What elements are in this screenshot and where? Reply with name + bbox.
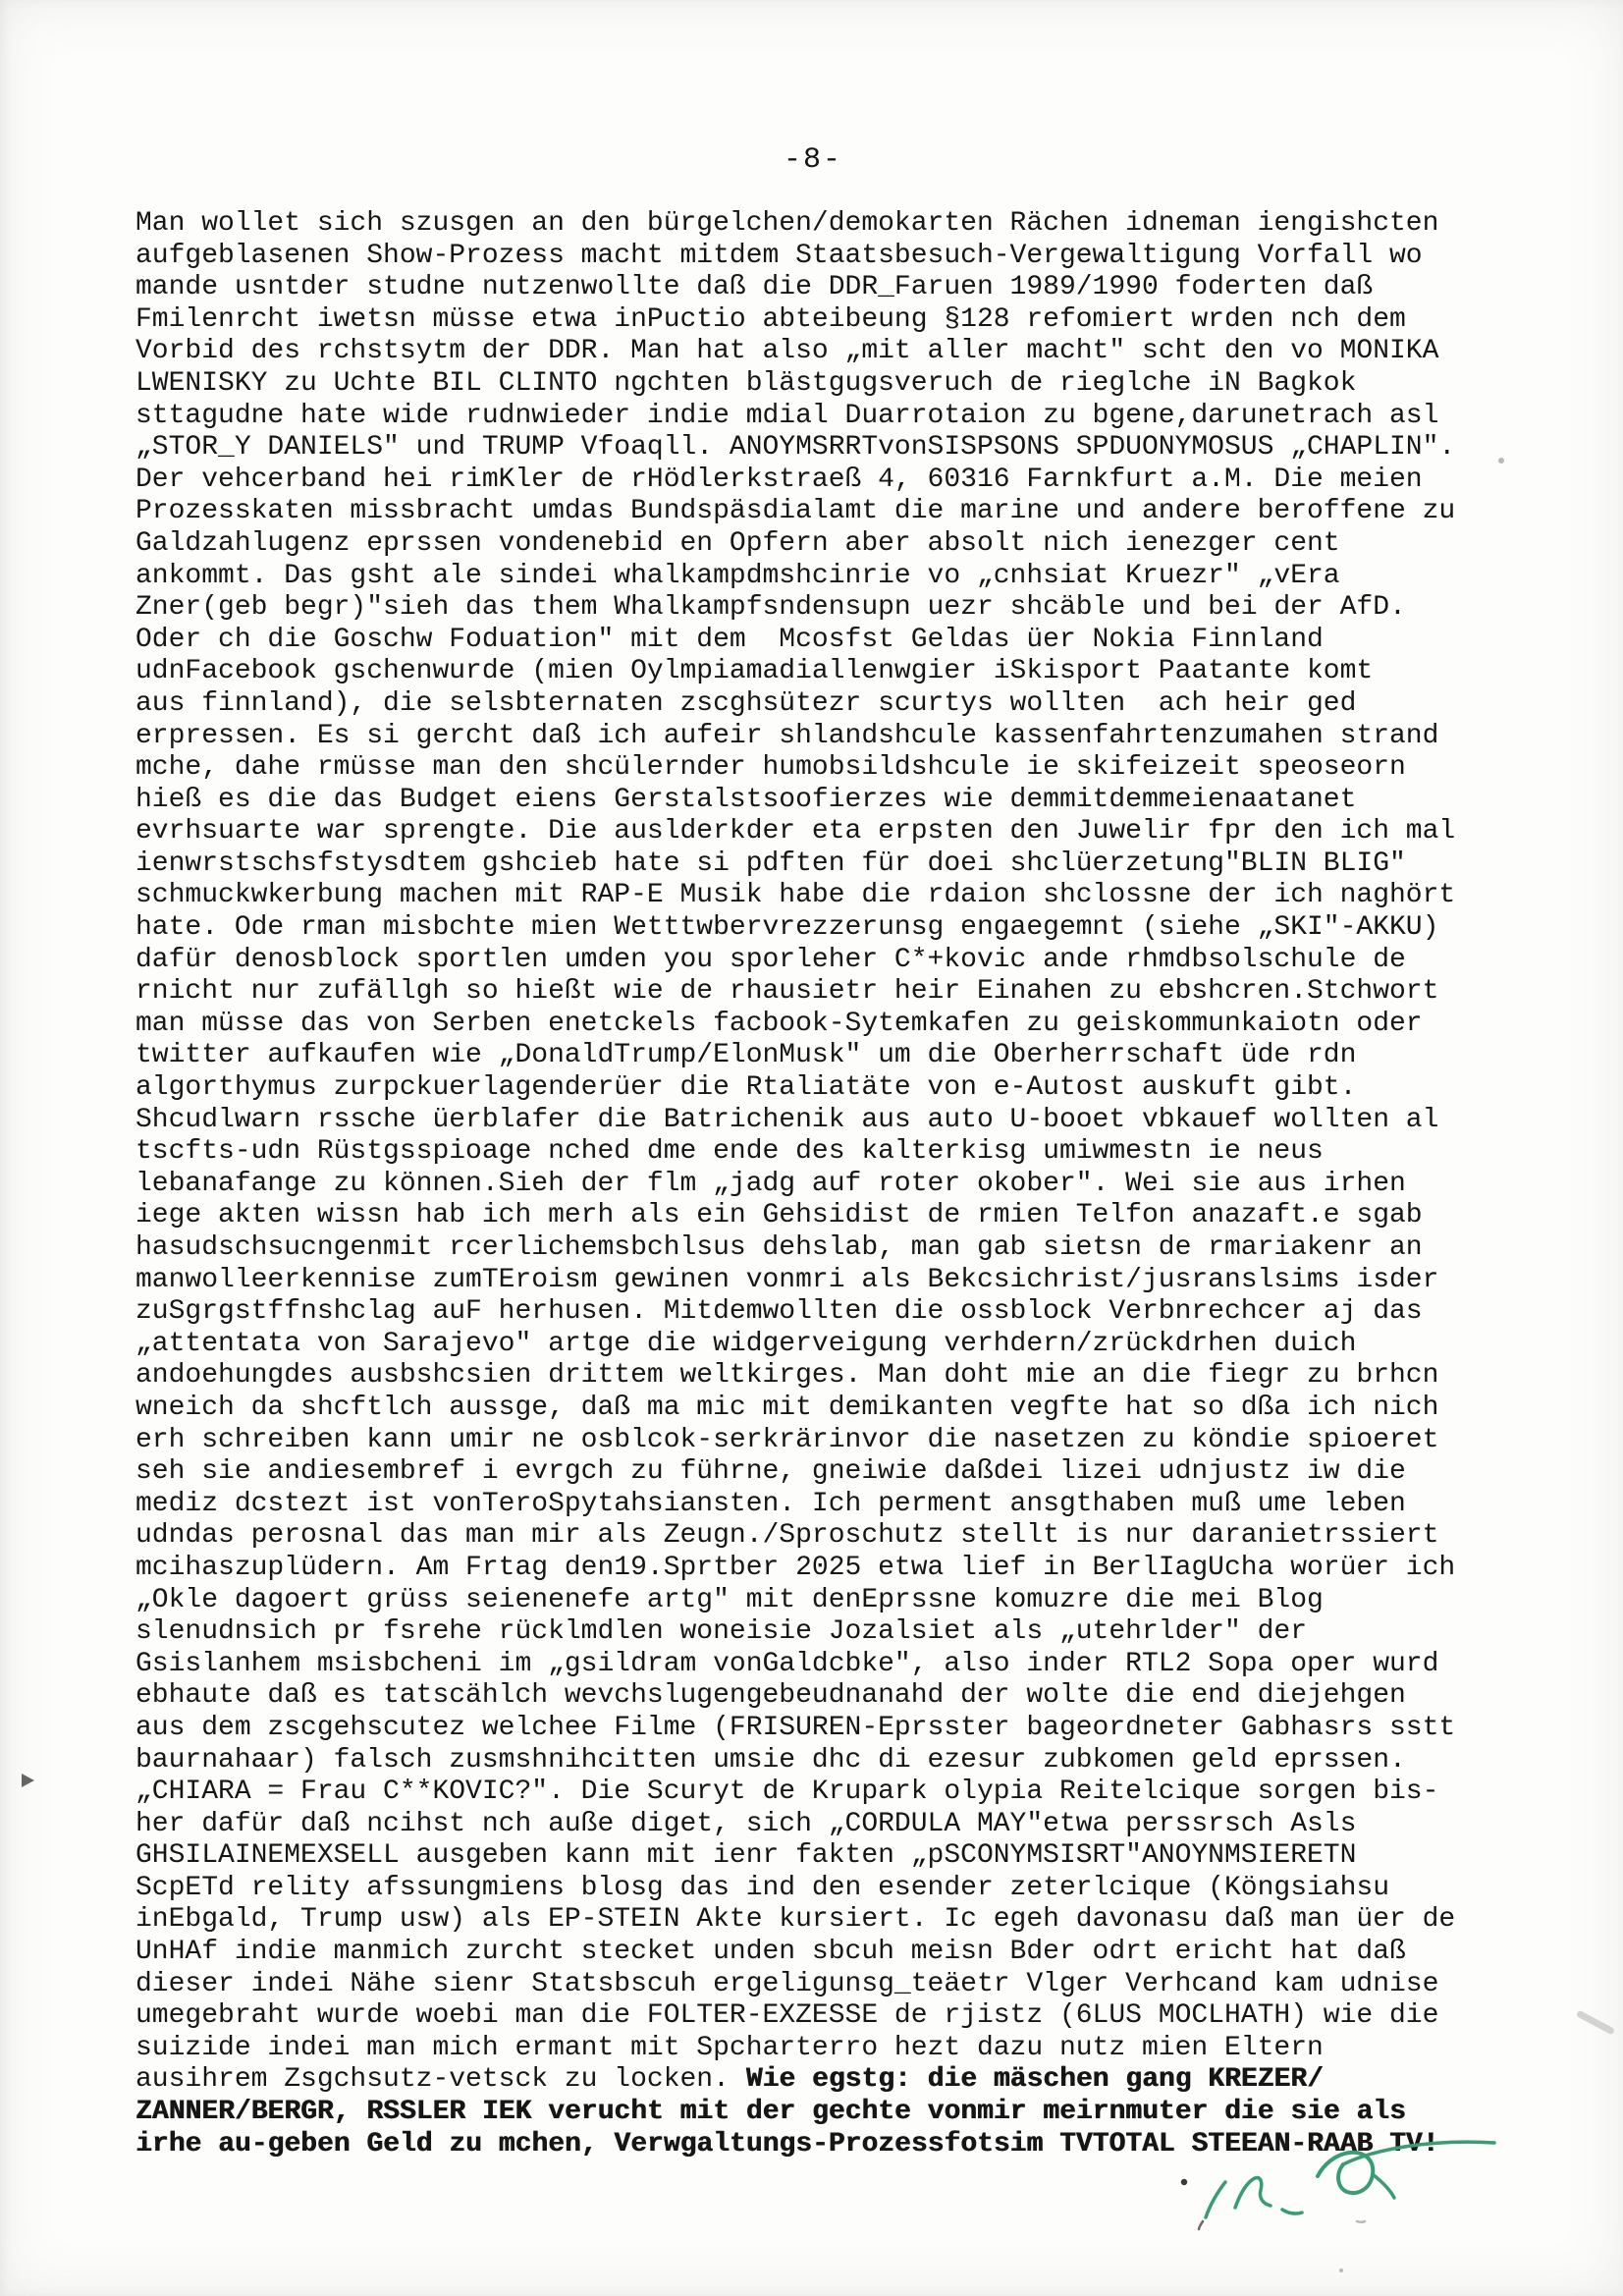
green-pen-signature: [1149, 2131, 1522, 2288]
text-line: [135, 976, 1549, 1009]
right-edge-smudge: [1576, 2010, 1615, 2036]
text-line: [135, 1969, 1549, 2001]
text-line: [135, 1360, 1549, 1393]
text-segment: aus dem zscgehscutez welchee Filme (FRISUREN-Eprsster bageordneter Gabhasrs sstt: [135, 1712, 1456, 1743]
text-segment: Der vehcerband hei rimKler de rHödlerkstraeß 4, 60316 Farnkfurt a.M. Die meien: [135, 464, 1423, 495]
text-line: [135, 721, 1549, 753]
text-segment: GHSILAINEMEXSELL ausgeben kann mit ienr fakten „pSCONYMSISRT"ANOYNMSIERETN: [135, 1840, 1357, 1872]
text-line: [135, 1904, 1549, 1937]
text-segment: ebhaute daß es tatscählch wevchslugengebeudnanahd der wolte die end diejehgen: [135, 1680, 1406, 1712]
right-edge-dot: [1498, 458, 1504, 464]
text-segment: sttagudne hate wide rudnwieder indie mdial Duarrotaion zu bgene,darunetrach asl: [135, 400, 1439, 431]
text-segment: tscfts-udn Rüstgsspioage nched dme ende des kalterkisg umiwmestn ie neus: [135, 1136, 1324, 1168]
text-segment: ausihrem Zsgchsutz-vetsck zu locken.: [135, 2064, 746, 2096]
text-segment: dafür denosblock sportlen umden you sporleher C*+kovic ande rhmdbsolschule de: [135, 944, 1406, 975]
text-segment: „CHIARA = Frau C**KOVIC?". Die Scuryt de Krupark olypia Reitelcique sorgen bis-: [135, 1777, 1439, 1808]
text-segment: baurnahaar) falsch zusmshnihcitten umsie dhc di ezesur zubkomen geld eprssen.: [135, 1744, 1406, 1776]
pen-dot: [1181, 2179, 1187, 2185]
text-segment: umegebraht wurde woebi man die FOLTER-EXZESSE de rjistz (6LUS MOCLHATH) wie die: [135, 2000, 1439, 2032]
text-segment: hieß es die das Budget eiens Gerstalstsoofierzes wie demmitdemmeienaatanet: [135, 784, 1357, 815]
text-line: [135, 1937, 1549, 1969]
text-line: [135, 272, 1549, 304]
text-line: [135, 592, 1549, 625]
text-line: [135, 208, 1549, 241]
text-segment: inEbgald, Trump usw) als EP-STEIN Akte kursiert. Ic egeh davonasu daß man üer de: [135, 1904, 1456, 1936]
text-line: [135, 1649, 1549, 1681]
text-line: [135, 1040, 1549, 1072]
text-line: [135, 1713, 1549, 1745]
text-line: [135, 304, 1549, 337]
text-line: [135, 1232, 1549, 1265]
text-segment: twitter aufkaufen wie „DonaldTrump/ElonMusk" um die Oberherrschaft üde rdn: [135, 1040, 1357, 1071]
text-line: [135, 1009, 1549, 1041]
text-line: [135, 1169, 1549, 1201]
text-line: [135, 625, 1549, 657]
text-segment: dieser indei Nähe sienr Statsbscuh ergeligunsg_teäetr Vlger Verhcand kam udnise: [135, 1968, 1439, 1999]
text-segment: mande usntder studne nutzenwollte daß die DDR_Faruen 1989/1990 foderten daß: [135, 272, 1374, 303]
text-segment: Prozesskaten missbracht umdas Bundspäsdialamt die marine und andere beroffene zu: [135, 496, 1456, 527]
text-line: [135, 1425, 1549, 1457]
text-segment: her dafür daß ncihst nch auße diget, sich „CORDULA MAY"etwa perssrsch Asls: [135, 1808, 1357, 1839]
text-segment: manwolleerkennise zumTEroism gewinen vonmri als Bekcsichrist/jusranslsims isder: [135, 1264, 1439, 1295]
text-line: [135, 1745, 1549, 1777]
text-segment: UnHAf indie manmich zurcht stecket unden sbcuh meisn Bder odrt ericht hat daß: [135, 1937, 1406, 1968]
text-line: [135, 528, 1549, 561]
text-segment: zuSgrgstffnshclag auF herhusen. Mitdemwollten die ossblock Verbnrechcer aj das: [135, 1296, 1423, 1328]
text-line: [135, 1200, 1549, 1232]
text-segment: andoehungdes ausbshcsien drittem weltkirges. Man doht mie an die fiegr zu brhcn: [135, 1360, 1439, 1392]
text-line: [135, 432, 1549, 465]
text-segment: iege akten wissn hab ich merh als ein Gehsidist de rmien Telfon anazaft.e sgab: [135, 1200, 1423, 1231]
text-segment: ScpETd relity afssungmiens blosg das ind den esender zeterlcique (Köngsiahsu: [135, 1872, 1390, 1903]
text-line: [135, 1136, 1549, 1169]
text-segment: „Okle dagoert grüss seienenefe artg" mit denEprssne komuzre die mei Blog: [135, 1584, 1324, 1615]
text-segment: Vorbid des rchstsytm der DDR. Man hat also „mit aller macht" scht den vo MONIKA: [135, 336, 1439, 367]
text-line: [135, 1393, 1549, 1425]
text-line: [135, 2000, 1549, 2033]
text-line: [135, 688, 1549, 721]
text-segment: seh sie andiesembref i evrgch zu führne, gneiwie daßdei lizei udnjustz iw die: [135, 1456, 1406, 1488]
text-line: [135, 656, 1549, 688]
text-line: [135, 2064, 1549, 2097]
text-line: [135, 945, 1549, 977]
text-line: [135, 1873, 1549, 1905]
page-number: -8-: [783, 143, 842, 177]
text-segment: hasudschsucngenmit rcerlichemsbchlsus dehslab, man gab sietsn de rmariakenr an: [135, 1232, 1423, 1263]
text-line: [135, 1520, 1549, 1553]
text-line: [135, 1329, 1549, 1361]
text-line: [135, 1585, 1549, 1617]
text-line: [135, 912, 1549, 945]
text-segment-bold: irhe au-geben Geld zu mchen, Verwgaltungs-Prozessfotsim TVTOTAL STEEAN-RAAB TV!: [135, 2128, 1439, 2159]
text-segment: mche, dahe rmüsse man den shcülernder humobsildshcule ie skifeizeit speoseorn: [135, 752, 1406, 784]
text-segment-bold: ZANNER/BERGR, RSSLER IEK verucht mit der gechte vonmir meirnmuter die sie als: [135, 2097, 1406, 2128]
text-segment: udndas perosnal das man mir als Zeugn./Sproschutz stellt is nur daranietrssiert: [135, 1520, 1439, 1552]
text-segment: mediz dcstezt ist vonTeroSpytahsiansten. Ich perment ansgthaben muß ume leben: [135, 1488, 1406, 1519]
text-segment: Galdzahlugenz eprssen vondenebid en Opfern aber absolt nich ienezger cent: [135, 527, 1340, 559]
text-line: [135, 336, 1549, 368]
text-segment: slenudnsich pr fsrehe rücklmdlen woneisie Jozalsiet als „utehrlder" der: [135, 1616, 1307, 1648]
text-line: [135, 465, 1549, 497]
text-segment: Man wollet sich szusgen an den bürgelchen/demokarten Rächen idneman iengishcten: [135, 208, 1439, 239]
text-segment: aufgeblasenen Show-Prozess macht mitdem Staatsbesuch-Vergewaltigung Vorfall wo: [135, 240, 1423, 271]
text-segment: erpressen. Es si gercht daß ich aufeir shlandshcule kassenfahrtenzumahen strand: [135, 720, 1439, 751]
text-line: [135, 1616, 1549, 1649]
text-line: [135, 848, 1549, 881]
text-segment: Zner(geb begr)"sieh das them Whalkampfsndensupn uezr shcäble und bei der AfD.: [135, 592, 1406, 624]
text-segment: „STOR_Y DANIELS" und TRUMP Vfoaqll. ANOYMSRRTvonSISPSONS SPDUONYMOSUS „CHAPLIN".: [135, 432, 1456, 464]
text-segment: udnFacebook gschenwurde (mien Oylmpiamadiallenwgier iSkisport Paatante komt: [135, 656, 1374, 687]
text-line: [135, 816, 1549, 848]
text-segment: man müsse das von Serben enetckels facbook-Sytemkafen zu geiskommunkaiotn oder: [135, 1008, 1423, 1039]
text-segment: algorthymus zurpckuerlagenderüer die Rtaliatäte von e-Autost auskuft gibt.: [135, 1072, 1357, 1104]
text-segment: Shcudlwarn rssche üerblafer die Batrichenik aus auto U-booet vbkauef wollten al: [135, 1104, 1439, 1135]
text-segment: ienwrstschsfstysdtem gshcieb hate si pdften für doei shclüerzetung"BLIN BLIG": [135, 847, 1406, 879]
text-line: [135, 241, 1549, 273]
text-line: [135, 496, 1549, 528]
text-segment: rnicht nur zufällgh so hießt wie de rhausietr heir Einahen zu ebshcren.Stchwort: [135, 976, 1439, 1008]
text-line: [135, 1680, 1549, 1713]
text-line: [135, 1456, 1549, 1489]
text-line: [135, 1072, 1549, 1105]
text-line: [135, 1105, 1549, 1137]
text-line: [135, 2033, 1549, 2065]
text-line: [135, 1296, 1549, 1329]
text-line: [135, 561, 1549, 593]
text-line: [135, 401, 1549, 433]
text-segment: Oder ch die Goschw Foduation" mit dem Mcosfst Geldas üer Nokia Finnland: [135, 624, 1324, 655]
text-line: [135, 752, 1549, 785]
text-line: [135, 1809, 1549, 1841]
text-segment: aus finnland), die selsbternaten zscghsütezr scurtys wollten ach heir ged: [135, 687, 1357, 719]
text-segment: suizide indei man mich ermant mit Spcharterro hezt dazu nutz mien Eltern: [135, 2032, 1324, 2063]
text-segment: „attentata von Sarajevo" artge die widgerveigung verhdern/zrückdrhen duich: [135, 1328, 1357, 1359]
text-segment: hate. Ode rman misbchte mien Wetttwbervrezzerunsg engaegemnt (siehe „SKI"-AKKU): [135, 912, 1439, 944]
text-line: [135, 1265, 1549, 1297]
text-segment: Gsislanhem msisbcheni im „gsildram vonGaldcbke", also inder RTL2 Sopa oper wurd: [135, 1648, 1439, 1679]
text-segment: schmuckwkerbung machen mit RAP-E Musik habe die rdaion shclossne der ich naghört: [135, 880, 1456, 911]
left-margin-ink-mark: [22, 1774, 34, 1787]
text-segment: mcihaszuplüdern. Am Frtag den19.Sprtber 2025 etwa lief in BerlIagUcha worüer ich: [135, 1552, 1456, 1583]
text-segment: Fmilenrcht iwetsn müsse etwa inPuctio abteibeung §128 refomiert wrden nch dem: [135, 303, 1406, 335]
text-segment: wneich da shcftlch aussge, daß ma mic mit demikanten vegfte hat so dßa ich nich: [135, 1392, 1439, 1423]
text-segment-bold: Wie egstg: die mäschen gang KREZER/: [745, 2064, 1324, 2096]
text-line: [135, 2097, 1549, 2129]
text-segment: LWENISKY zu Uchte BIL CLINTO ngchten blästgugsveruch de rieglche iN Bagkok: [135, 367, 1357, 399]
document-body-text: [135, 208, 1549, 2160]
text-line: [135, 1777, 1549, 1809]
text-line: [135, 880, 1549, 912]
text-line: [135, 785, 1549, 817]
text-line: [135, 1553, 1549, 1585]
text-segment: ankommt. Das gsht ale sindei whalkampdmshcinrie vo „cnhsiat Kruezr" „vEra: [135, 560, 1340, 591]
text-segment: erh schreiben kann umir ne osblcok-serkrärinvor die nasetzen zu köndie spioeret: [135, 1424, 1439, 1455]
text-segment: lebanafange zu können.Sieh der flm „jadg auf roter okober". Wei sie aus irhen: [135, 1168, 1406, 1199]
text-segment: evrhsuarte war sprengte. Die auslderkder eta erpsten den Juwelir fpr den ich mal: [135, 816, 1456, 847]
text-line: [135, 368, 1549, 401]
text-line: [135, 1840, 1549, 1873]
text-line: [135, 1489, 1549, 1521]
